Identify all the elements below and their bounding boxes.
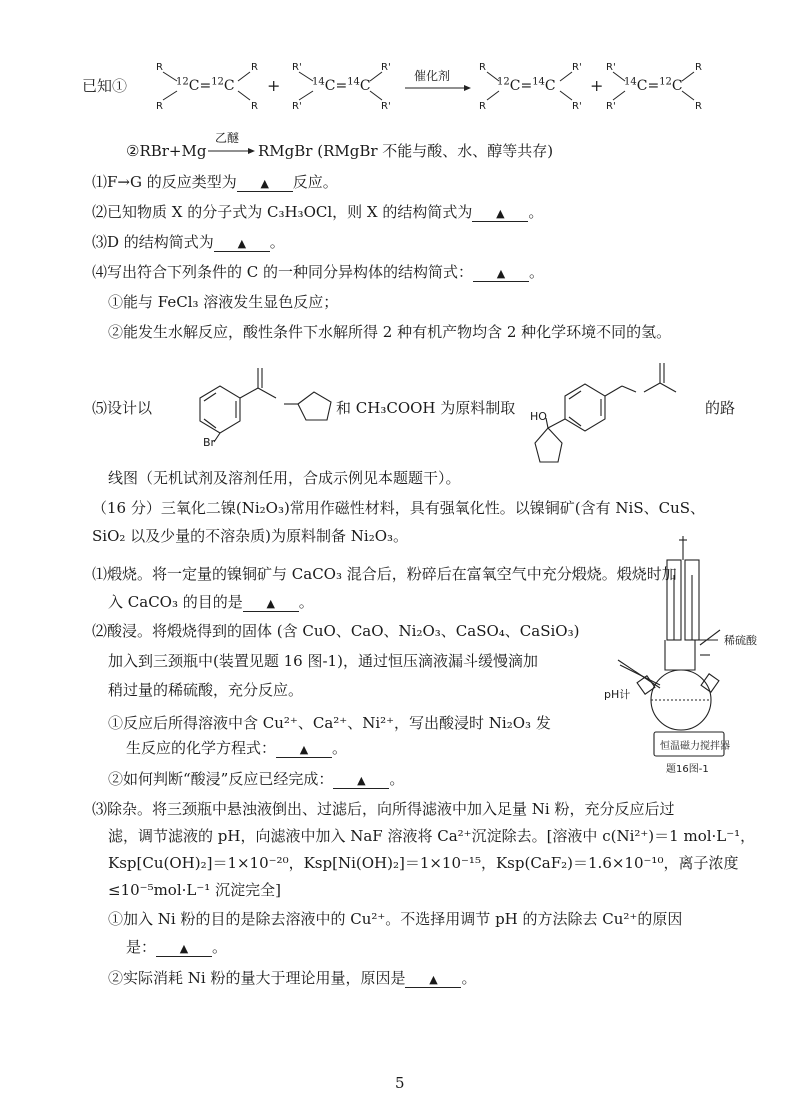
- answer-blank[interactable]: ▲: [405, 973, 461, 988]
- acid-label: 稀硫酸: [724, 634, 757, 647]
- r-label: R: [479, 62, 486, 73]
- q16-part-3-item-1-line-1: ①加入 Ni 粉的目的是除去溶液中的 Cu²⁺。不选择用调节 pH 的方法除去 Cu²⁺的原因: [108, 910, 683, 928]
- stirrer-label: 恒温磁力搅拌器: [660, 741, 730, 752]
- r-label: R: [695, 62, 702, 73]
- q16-part-2-item-1-line-2: 生反应的化学方程式： ▲ 。: [126, 739, 348, 757]
- reaction2-reactants: ②RBr+Mg: [126, 142, 207, 160]
- q16-part-1-line-1: ⑴煅烧。将一定量的镍铜矿与 CaCO₃ 混合后，粉碎后在富氧空气中充分煅烧。煅烧时加: [92, 565, 677, 583]
- product2-center: $^{14}$C=$^{12}$C: [624, 76, 683, 94]
- r-label: R: [251, 62, 258, 73]
- question-3: ⑶D 的结构简式为 ▲ 。: [92, 233, 285, 251]
- q16-part-3-item-2: ②实际消耗 Ni 粉的量大于理论用量，原因是 ▲ 。: [108, 969, 477, 987]
- question-5-part-a: ⑸设计以: [92, 399, 153, 417]
- answer-blank[interactable]: ▲: [214, 237, 270, 252]
- r-label: R: [156, 101, 163, 112]
- q16-intro-line-1: （16 分）三氧化二镍(Ni₂O₃)常用作磁性材料，具有强氧化性。以镍铜矿(含有 NiS、CuS、: [92, 499, 706, 517]
- question-4: ⑷写出符合下列条件的 C 的一种同分异构体的结构简式： ▲ 。: [92, 263, 545, 281]
- q16-part-3-line-3: Ksp[Cu(OH)₂]＝1×10⁻²⁰，Ksp[Ni(OH)₂]＝1×10⁻¹⁵，Ksp(CaF₂)＝1.6×10⁻¹⁰，离子浓度: [108, 854, 739, 872]
- reaction2-product: RMgBr (RMgBr 不能与酸、水、醇等共存): [258, 142, 554, 160]
- question-2: ⑵已知物质 X 的分子式为 C₃H₃OCl，则 X 的结构简式为 ▲ 。: [92, 203, 544, 221]
- q16-intro-line-2: SiO₂ 以及少量的不溶杂质)为原料制备 Ni₂O₃。: [92, 527, 409, 545]
- answer-blank[interactable]: ▲: [473, 267, 529, 282]
- r-label: R: [156, 62, 163, 73]
- question-5-part-c: 的路: [705, 399, 736, 417]
- question-1: ⑴F→G 的反应类型为 ▲ 反应。: [92, 173, 338, 191]
- page-number: 5: [395, 1074, 405, 1092]
- rp-label: R': [381, 101, 391, 112]
- rp-label: R': [572, 62, 582, 73]
- rp-label: R': [292, 62, 302, 73]
- figure-caption: 题16图-1: [666, 764, 709, 775]
- ph-meter-label: pH计: [604, 688, 631, 701]
- q5-target-molecule: [535, 363, 676, 462]
- answer-blank[interactable]: ▲: [276, 743, 332, 758]
- rp-label: R': [606, 101, 616, 112]
- bromo-label: Br: [203, 436, 216, 449]
- reaction2-solvent: 乙醚: [215, 131, 240, 145]
- reactant2-center: $^{14}$C=$^{14}$C: [312, 76, 371, 94]
- catalyst-label: 催化剂: [414, 69, 451, 83]
- r-label: R: [695, 101, 702, 112]
- rp-label: R': [572, 101, 582, 112]
- rp-label: R': [381, 62, 391, 73]
- known-prefix: 已知①: [82, 77, 128, 95]
- rp-label: R': [292, 101, 302, 112]
- q16-part-2-item-1-line-1: ①反应后所得溶液中含 Cu²⁺、Ca²⁺、Ni²⁺，写出酸浸时 Ni₂O₃ 发: [108, 714, 551, 732]
- answer-blank[interactable]: ▲: [156, 942, 212, 957]
- question-5-part-b: 和 CH₃COOH 为原料制取: [336, 399, 516, 417]
- plus-sign: +: [267, 76, 281, 95]
- answer-blank[interactable]: ▲: [243, 597, 299, 612]
- q16-part-2-item-2: ②如何判断“酸浸”反应已经完成： ▲ 。: [108, 770, 405, 788]
- question-4-condition-1: ①能与 FeCl₃ 溶液发生显色反应；: [108, 293, 339, 311]
- reaction2-arrow: [208, 148, 255, 154]
- answer-blank[interactable]: ▲: [237, 177, 293, 192]
- reactant1-center: $^{12}$C=$^{12}$C: [176, 76, 235, 94]
- r-label: R: [479, 101, 486, 112]
- r-label: R: [251, 101, 258, 112]
- q16-part-3-line-2: 滤，调节滤液的 pH，向滤液中加入 NaF 溶液将 Ca²⁺沉淀除去。[溶液中 c(Ni²⁺)＝1 mol·L⁻¹，: [108, 827, 756, 845]
- q16-part-1-line-2: 入 CaCO₃ 的目的是 ▲ 。: [108, 593, 314, 611]
- plus-sign: +: [590, 76, 604, 95]
- q16-part-2-line-3: 稍过量的稀硫酸，充分反应。: [108, 681, 304, 699]
- q5-starting-molecule: [200, 368, 331, 442]
- q16-part-2-line-1: ⑵酸浸。将煅烧得到的固体 (含 CuO、CaO、Ni₂O₃、CaSO₄、CaSiO₃): [92, 622, 580, 640]
- answer-blank[interactable]: ▲: [333, 774, 389, 789]
- question-5-part-d: 线图（无机试剂及溶剂任用，合成示例见本题题干）。: [108, 469, 461, 487]
- q16-part-3-line-4: ≤10⁻⁵mol·L⁻¹ 沉淀完全]: [108, 881, 281, 899]
- answer-blank[interactable]: ▲: [472, 207, 528, 222]
- q16-part-3-line-1: ⑶除杂。将三颈瓶中悬浊液倒出、过滤后，向所得滤液中加入足量 Ni 粉，充分反应后过: [92, 800, 675, 818]
- product1-center: $^{12}$C=$^{14}$C: [497, 76, 556, 94]
- q16-part-3-item-1-line-2: 是： ▲ 。: [126, 938, 228, 956]
- hydroxyl-label: HO: [530, 410, 547, 423]
- rp-label: R': [606, 62, 616, 73]
- q16-part-2-line-2: 加入到三颈瓶中(装置见题 16 图-1)，通过恒压滴液漏斗缓慢滴加: [108, 652, 538, 670]
- question-4-condition-2: ②能发生水解反应，酸性条件下水解所得 2 种有机产物均含 2 种化学环境不同的氢。: [108, 323, 672, 341]
